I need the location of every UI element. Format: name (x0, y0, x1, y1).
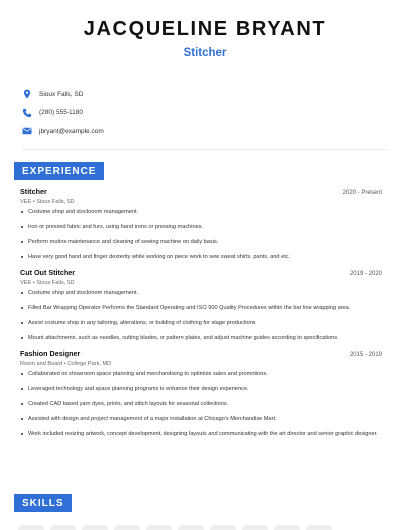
contact-info (22, 85, 410, 140)
contact-phone (22, 104, 410, 122)
skill-chip (50, 525, 76, 530)
experience-dates: 2020 - Present (342, 190, 382, 196)
experience-meta: VEE • Sioux Falls, SD (20, 199, 75, 205)
experience-item (20, 349, 382, 438)
bullet-item: Iron or pressed fabric and furs, using hand irons or pressing machines. (20, 223, 382, 231)
experience-list (20, 187, 382, 445)
contact-email-text: jbryant@example.com (39, 127, 104, 135)
skill-chip (210, 525, 236, 530)
skill-chip (274, 525, 300, 530)
bullet-item: Have very good hand and finger dexterity while working on piece work to sew sweat shirts, pants, and etc. (20, 253, 382, 261)
bullet-item: Costume shop and stockroom management. (20, 289, 382, 297)
divider (22, 149, 388, 150)
experience-meta: VEE • Sioux Falls, SD (20, 280, 75, 286)
skill-chip (178, 525, 204, 530)
skill-chip (242, 525, 268, 530)
section-heading-experience: EXPERIENCE (14, 162, 104, 180)
resume-header (0, 0, 410, 59)
skills-chips (18, 525, 332, 530)
experience-title: Stitcher (20, 187, 47, 196)
phone-icon (22, 108, 32, 118)
contact-phone-text: (280) 555-1180 (39, 109, 83, 116)
skill-chip (114, 525, 140, 530)
experience-bullets (20, 289, 382, 342)
experience-dates: 2015 - 2019 (349, 352, 382, 358)
bullet-item: Costume shop and stockroom management. (20, 208, 382, 216)
experience-bullets (20, 370, 382, 438)
experience-bullets (20, 208, 382, 261)
email-icon (22, 126, 32, 136)
bullet-item: Work included resizing artwork, concept development, designing layouts and communicating with the art director and senior graphic designer. (20, 430, 382, 438)
bullet-item: Leveraged technology and space planning programs to enhance their design experience. (20, 385, 382, 393)
experience-title: Cut Out Stitcher (20, 268, 76, 277)
job-title: Stitcher (183, 47, 227, 59)
skill-chip (18, 525, 44, 530)
bullet-item: Mount attachments, such as needles, cutting blades, or pattern plates, and adjust machine guides according to specifications. (20, 334, 382, 342)
skill-chip (306, 525, 332, 530)
bullet-item: Assist costume shop in any tailoring, alterations, or building of clothing for stage productions (20, 319, 382, 327)
experience-title: Fashion Designer (20, 349, 81, 358)
contact-location (22, 85, 410, 103)
section-heading-skills: SKILLS (14, 494, 72, 512)
location-pin-icon (22, 89, 32, 99)
experience-item (20, 187, 382, 261)
bullet-item: Perform routine maintenance and cleaning of sewing machine on daily basis. (20, 238, 382, 246)
skill-chip (146, 525, 172, 530)
experience-dates: 2019 - 2020 (349, 271, 382, 277)
experience-meta: Room and Board • College Park, MD (20, 361, 112, 367)
candidate-name: JACQUELINE BRYANT (83, 18, 327, 40)
bullet-item: Collaborated on showroom space planning and merchandising to optimize sales and promotions. (20, 370, 382, 378)
contact-location-text: Sioux Falls, SD (39, 90, 84, 98)
bullet-item: Assisted with design and project management of a major installation at Chicago's Merchandise Mart. (20, 415, 382, 423)
experience-item (20, 268, 382, 342)
contact-email (22, 122, 410, 140)
skill-chip (82, 525, 108, 530)
bullet-item: Created CAD based yarn dyes, prints, and stitch layouts for seasonal collections. (20, 400, 382, 408)
bullet-item: Filled Bar Wrapping Operator Performs the Standard Operating and ISO 900 Quality Procedures within the bar line wrapping area. (20, 304, 382, 312)
